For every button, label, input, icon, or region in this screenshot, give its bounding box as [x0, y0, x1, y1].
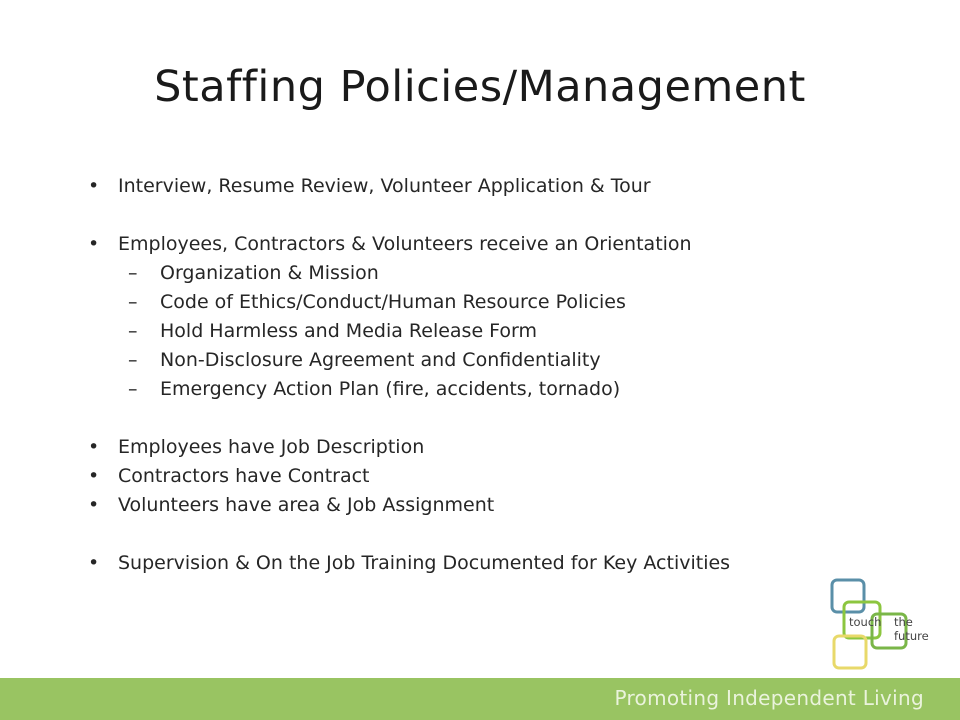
footer-bar [0, 678, 960, 720]
bullet-supervision: • Supervision & On the Job Training Documented for Key Activities [88, 549, 908, 578]
logo-word-touch: touch [849, 615, 882, 629]
footer-tagline: Promoting Independent Living [614, 686, 924, 710]
bullet-contractors: • Contractors have Contract [88, 462, 908, 491]
bullet-orientation: • Employees, Contractors & Volunteers receive an Orientation [88, 230, 908, 259]
bullet-interview: • Interview, Resume Review, Volunteer Application & Tour [88, 172, 908, 201]
sub-bullet-code-of-ethics: – Code of Ethics/Conduct/Human Resource Policies [128, 288, 908, 317]
bullet-list [88, 172, 908, 578]
bullet-volunteers: • Volunteers have area & Job Assignment [88, 491, 908, 520]
slide-title: Staffing Policies/Management [154, 62, 806, 112]
touch-the-future-logo [828, 578, 938, 670]
sub-bullet-hold-harmless: – Hold Harmless and Media Release Form [128, 317, 908, 346]
sub-bullet-emergency-plan: – Emergency Action Plan (fire, accidents, tornado) [128, 375, 908, 404]
bullet-employees: • Employees have Job Description [88, 433, 908, 462]
logo-word-future: the future [894, 615, 929, 643]
sub-bullet-organization: – Organization & Mission [128, 259, 908, 288]
sub-bullet-non-disclosure: – Non-Disclosure Agreement and Confidentiality [128, 346, 908, 375]
